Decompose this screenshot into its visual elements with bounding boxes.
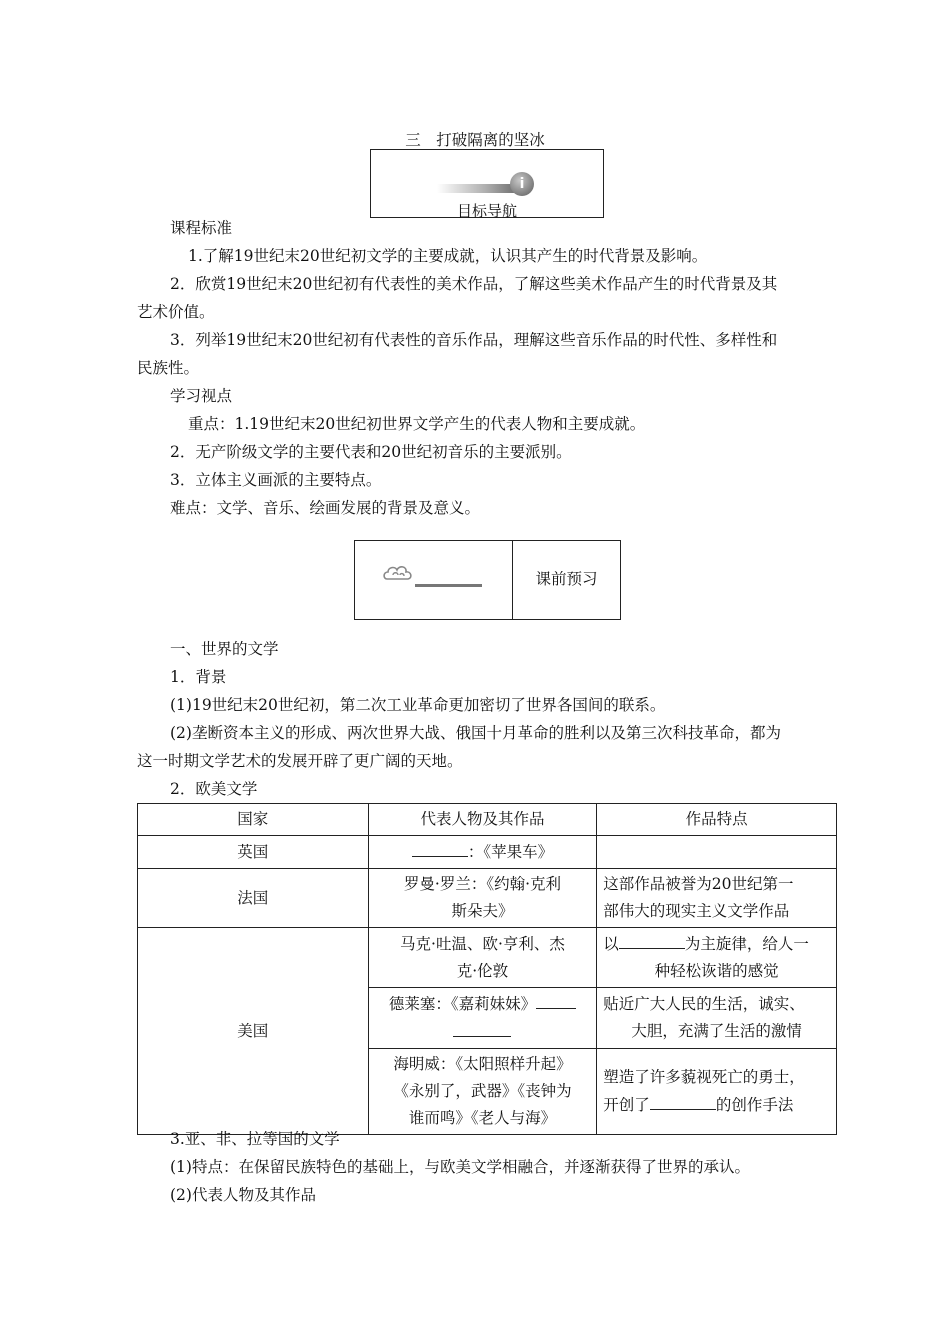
work-text: 谁而鸣》《老人与海》 <box>408 1109 557 1127</box>
nav-bar-decoration <box>437 184 517 193</box>
paragraph: 这一时期文学艺术的发展开辟了更广阔的天地。 <box>137 752 463 770</box>
feature-text: 大胆，充满了生活的激情 <box>631 1022 802 1040</box>
work-cell <box>368 869 597 928</box>
paragraph: (1)特点：在保留民族特色的基础上，与欧美文学相融合，并逐渐获得了世界的承认。 <box>170 1158 750 1176</box>
target-nav-box <box>370 149 604 218</box>
feature-text: 部伟大的现实主义文学作品 <box>603 902 790 920</box>
paragraph: (2)代表人物及其作品 <box>170 1186 316 1204</box>
table-row <box>138 928 837 988</box>
table-row <box>138 836 837 869</box>
subsection-heading: 2．欧美文学 <box>170 780 258 798</box>
standard-item: 3．列举19世纪末20世纪初有代表性的音乐作品，理解这些音乐作品的时代性、多样性和 <box>170 331 778 349</box>
subsection-heading: 1．背景 <box>170 668 227 686</box>
work-text: 斯朵夫》 <box>451 902 514 920</box>
work-cell <box>368 928 597 988</box>
cloud-icon <box>383 563 419 587</box>
paragraph: (1)19世纪末20世纪初，第二次工业革命更加密切了世界各国间的联系。 <box>170 696 666 714</box>
feature-text: 的创作手法 <box>715 1096 794 1114</box>
paragraph: (2)垄断资本主义的形成、两次世界大战、俄国十月革命的胜利以及第三次科技革命，都为 <box>170 724 781 742</box>
feature-cell <box>597 869 837 928</box>
feature-cell <box>597 1049 837 1135</box>
preview-line-decoration <box>415 584 482 587</box>
feature-cell <box>597 836 837 869</box>
work-cell <box>368 1049 597 1135</box>
feature-text: 贴近广大人民的生活，诚实、 <box>603 995 805 1013</box>
feature-cell <box>597 928 837 988</box>
standard-item: 1.了解19世纪末20世纪初文学的主要成就，认识其产生的时代背景及影响。 <box>188 247 708 265</box>
work-text: 克·伦敦 <box>456 961 509 980</box>
fill-blank[interactable] <box>650 1091 716 1110</box>
work-cell <box>368 836 597 869</box>
preview-label: 课前预习 <box>535 570 598 588</box>
country-cell: 法国 <box>138 869 369 928</box>
feature-text: 以 <box>603 935 619 953</box>
work-text: 《永别了，武器》《丧钟为 <box>393 1082 572 1100</box>
feature-text: 开创了 <box>603 1096 650 1114</box>
fill-blank[interactable] <box>412 838 468 857</box>
standard-item: 民族性。 <box>137 359 200 377</box>
work-text: 海明威：《太阳照样升起》 <box>393 1055 572 1073</box>
feature-cell <box>597 988 837 1049</box>
standard-heading: 课程标准 <box>170 219 233 237</box>
work-text: ：《苹果车》 <box>467 843 554 861</box>
viewpoint-item: 2．无产阶级文学的主要代表和20世纪初音乐的主要派别。 <box>170 443 572 461</box>
standard-item: 艺术价值。 <box>137 303 215 321</box>
fill-blank[interactable] <box>619 930 685 949</box>
info-icon: i <box>510 172 534 196</box>
standard-item: 2．欣赏19世纪末20世纪初有代表性的美术作品，了解这些美术作品产生的时代背景及其 <box>170 275 778 293</box>
fill-blank[interactable] <box>453 1018 511 1037</box>
table-header: 作品特点 <box>597 804 837 836</box>
viewpoint-heading: 学习视点 <box>170 387 233 405</box>
viewpoint-item: 3．立体主义画派的主要特点。 <box>170 471 382 489</box>
section-heading: 3.亚、非、拉等国的文学 <box>170 1130 340 1148</box>
literature-table <box>137 803 837 1135</box>
table-header-row <box>138 804 837 836</box>
table-row <box>138 869 837 928</box>
fill-blank[interactable] <box>536 990 576 1009</box>
table-header: 代表人物及其作品 <box>368 804 597 836</box>
feature-text: 为主旋律，给人一 <box>684 935 809 953</box>
viewpoint-item: 重点：1.19世纪末20世纪初世界文学产生的代表人物和主要成就。 <box>188 415 646 433</box>
feature-text: 种轻松诙谐的感觉 <box>654 962 779 980</box>
work-text: 罗曼·罗兰：《约翰·克利 <box>403 875 561 893</box>
feature-text: 塑造了许多藐视死亡的勇士， <box>603 1068 805 1086</box>
preview-box <box>354 540 621 620</box>
nav-label: 目标导航 <box>456 202 517 220</box>
work-text: 马克·吐温、欧·亨利、杰 <box>400 934 565 953</box>
viewpoint-item: 难点：文学、音乐、绘画发展的背景及意义。 <box>170 499 481 517</box>
work-cell <box>368 988 597 1049</box>
section-heading: 一、世界的文学 <box>170 640 279 658</box>
feature-text: 这部作品被誉为20世纪第一 <box>603 875 794 893</box>
table-header: 国家 <box>138 804 369 836</box>
country-cell: 英国 <box>138 836 369 869</box>
work-text: 德莱塞：《嘉莉妹妹》 <box>388 995 537 1013</box>
page-title: 三 打破隔离的坚冰 <box>405 131 545 149</box>
country-cell: 美国 <box>138 928 369 1135</box>
